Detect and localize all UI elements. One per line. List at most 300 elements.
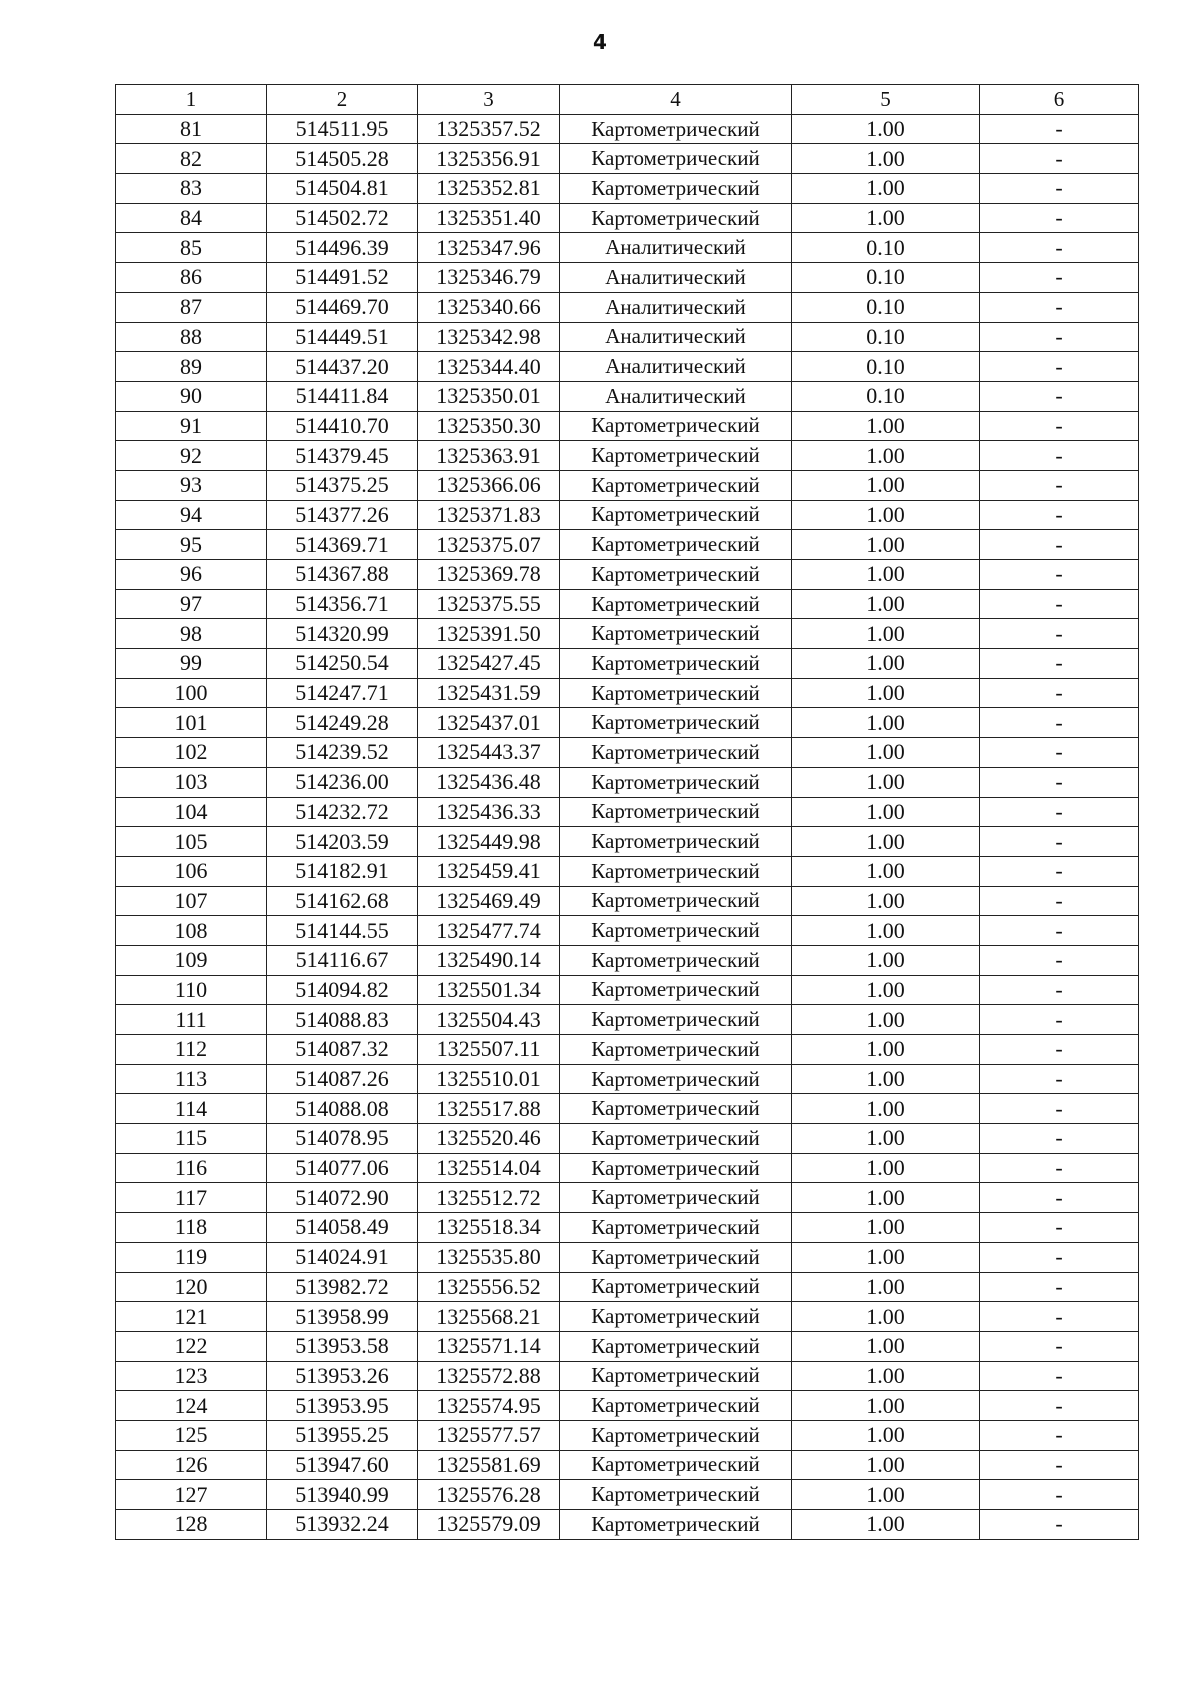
x-coordinate-cell: 513953.26	[267, 1361, 418, 1391]
y-coordinate-cell: 1325340.66	[418, 292, 560, 322]
table-row	[116, 560, 1139, 590]
point-number-cell: 111	[116, 1005, 267, 1035]
x-coordinate-cell: 513953.95	[267, 1391, 418, 1421]
column-header-1: 1	[116, 85, 267, 115]
y-coordinate-cell: 1325535.80	[418, 1242, 560, 1272]
point-number-cell: 104	[116, 797, 267, 827]
point-number-cell: 87	[116, 292, 267, 322]
method-cell: Картометрический	[560, 1005, 792, 1035]
accuracy-cell: 1.00	[792, 1302, 980, 1332]
note-cell: -	[980, 1153, 1139, 1183]
y-coordinate-cell: 1325375.55	[418, 589, 560, 619]
accuracy-cell: 1.00	[792, 441, 980, 471]
accuracy-cell: 1.00	[792, 530, 980, 560]
point-number-cell: 99	[116, 649, 267, 679]
x-coordinate-cell: 514247.71	[267, 678, 418, 708]
y-coordinate-cell: 1325501.34	[418, 975, 560, 1005]
table-row	[116, 827, 1139, 857]
note-cell: -	[980, 203, 1139, 233]
x-coordinate-cell: 514024.91	[267, 1242, 418, 1272]
y-coordinate-cell: 1325369.78	[418, 560, 560, 590]
y-coordinate-cell: 1325518.34	[418, 1213, 560, 1243]
accuracy-cell: 1.00	[792, 1450, 980, 1480]
table-row	[116, 203, 1139, 233]
method-cell: Аналитический	[560, 233, 792, 263]
x-coordinate-cell: 514449.51	[267, 322, 418, 352]
table-row	[116, 1510, 1139, 1540]
point-number-cell: 105	[116, 827, 267, 857]
note-cell: -	[980, 916, 1139, 946]
accuracy-cell: 1.00	[792, 411, 980, 441]
y-coordinate-cell: 1325443.37	[418, 738, 560, 768]
x-coordinate-cell: 514375.25	[267, 470, 418, 500]
note-cell: -	[980, 1420, 1139, 1450]
accuracy-cell: 1.00	[792, 1331, 980, 1361]
y-coordinate-cell: 1325572.88	[418, 1361, 560, 1391]
note-cell: -	[980, 381, 1139, 411]
y-coordinate-cell: 1325507.11	[418, 1035, 560, 1065]
method-cell: Картометрический	[560, 1302, 792, 1332]
method-cell: Картометрический	[560, 1480, 792, 1510]
table-row	[116, 174, 1139, 204]
y-coordinate-cell: 1325375.07	[418, 530, 560, 560]
point-number-cell: 100	[116, 678, 267, 708]
point-number-cell: 85	[116, 233, 267, 263]
method-cell: Картометрический	[560, 649, 792, 679]
y-coordinate-cell: 1325571.14	[418, 1331, 560, 1361]
table-row	[116, 1005, 1139, 1035]
point-number-cell: 107	[116, 886, 267, 916]
accuracy-cell: 1.00	[792, 1242, 980, 1272]
accuracy-cell: 1.00	[792, 174, 980, 204]
note-cell: -	[980, 1361, 1139, 1391]
method-cell: Картометрический	[560, 174, 792, 204]
x-coordinate-cell: 514502.72	[267, 203, 418, 233]
table-row	[116, 411, 1139, 441]
y-coordinate-cell: 1325577.57	[418, 1420, 560, 1450]
x-coordinate-cell: 514250.54	[267, 649, 418, 679]
accuracy-cell: 0.10	[792, 233, 980, 263]
x-coordinate-cell: 514356.71	[267, 589, 418, 619]
accuracy-cell: 1.00	[792, 144, 980, 174]
table-header	[116, 85, 1139, 115]
table-row	[116, 263, 1139, 293]
method-cell: Картометрический	[560, 797, 792, 827]
accuracy-cell: 1.00	[792, 797, 980, 827]
x-coordinate-cell: 513932.24	[267, 1510, 418, 1540]
x-coordinate-cell: 514058.49	[267, 1213, 418, 1243]
method-cell: Картометрический	[560, 916, 792, 946]
point-number-cell: 116	[116, 1153, 267, 1183]
note-cell: -	[980, 1183, 1139, 1213]
note-cell: -	[980, 738, 1139, 768]
y-coordinate-cell: 1325363.91	[418, 441, 560, 471]
y-coordinate-cell: 1325431.59	[418, 678, 560, 708]
method-cell: Картометрический	[560, 1420, 792, 1450]
point-number-cell: 95	[116, 530, 267, 560]
y-coordinate-cell: 1325436.33	[418, 797, 560, 827]
note-cell: -	[980, 975, 1139, 1005]
accuracy-cell: 0.10	[792, 263, 980, 293]
y-coordinate-cell: 1325574.95	[418, 1391, 560, 1421]
column-header-5: 5	[792, 85, 980, 115]
y-coordinate-cell: 1325520.46	[418, 1124, 560, 1154]
x-coordinate-cell: 514491.52	[267, 263, 418, 293]
method-cell: Картометрический	[560, 411, 792, 441]
table-row	[116, 144, 1139, 174]
method-cell: Картометрический	[560, 1391, 792, 1421]
note-cell: -	[980, 1005, 1139, 1035]
x-coordinate-cell: 514094.82	[267, 975, 418, 1005]
y-coordinate-cell: 1325371.83	[418, 500, 560, 530]
y-coordinate-cell: 1325347.96	[418, 233, 560, 263]
method-cell: Картометрический	[560, 1094, 792, 1124]
table-row	[116, 708, 1139, 738]
x-coordinate-cell: 514077.06	[267, 1153, 418, 1183]
column-header-3: 3	[418, 85, 560, 115]
y-coordinate-cell: 1325517.88	[418, 1094, 560, 1124]
note-cell: -	[980, 1391, 1139, 1421]
y-coordinate-cell: 1325469.49	[418, 886, 560, 916]
accuracy-cell: 1.00	[792, 945, 980, 975]
table-body	[116, 114, 1139, 1539]
point-number-cell: 96	[116, 560, 267, 590]
x-coordinate-cell: 514144.55	[267, 916, 418, 946]
method-cell: Картометрический	[560, 708, 792, 738]
table-row	[116, 975, 1139, 1005]
note-cell: -	[980, 352, 1139, 382]
y-coordinate-cell: 1325436.48	[418, 767, 560, 797]
table-row	[116, 470, 1139, 500]
y-coordinate-cell: 1325510.01	[418, 1064, 560, 1094]
accuracy-cell: 1.00	[792, 560, 980, 590]
table-row	[116, 441, 1139, 471]
y-coordinate-cell: 1325352.81	[418, 174, 560, 204]
method-cell: Картометрический	[560, 1242, 792, 1272]
header-row	[116, 85, 1139, 115]
accuracy-cell: 1.00	[792, 1124, 980, 1154]
accuracy-cell: 1.00	[792, 1005, 980, 1035]
table-row	[116, 292, 1139, 322]
y-coordinate-cell: 1325568.21	[418, 1302, 560, 1332]
point-number-cell: 93	[116, 470, 267, 500]
accuracy-cell: 0.10	[792, 292, 980, 322]
point-number-cell: 109	[116, 945, 267, 975]
y-coordinate-cell: 1325579.09	[418, 1510, 560, 1540]
y-coordinate-cell: 1325581.69	[418, 1450, 560, 1480]
x-coordinate-cell: 514116.67	[267, 945, 418, 975]
method-cell: Аналитический	[560, 322, 792, 352]
method-cell: Картометрический	[560, 1331, 792, 1361]
method-cell: Картометрический	[560, 767, 792, 797]
method-cell: Картометрический	[560, 530, 792, 560]
note-cell: -	[980, 144, 1139, 174]
method-cell: Картометрический	[560, 827, 792, 857]
y-coordinate-cell: 1325350.01	[418, 381, 560, 411]
note-cell: -	[980, 1242, 1139, 1272]
point-number-cell: 92	[116, 441, 267, 471]
point-number-cell: 113	[116, 1064, 267, 1094]
method-cell: Картометрический	[560, 945, 792, 975]
method-cell: Аналитический	[560, 352, 792, 382]
accuracy-cell: 1.00	[792, 1064, 980, 1094]
point-number-cell: 117	[116, 1183, 267, 1213]
point-number-cell: 125	[116, 1420, 267, 1450]
point-number-cell: 121	[116, 1302, 267, 1332]
note-cell: -	[980, 856, 1139, 886]
x-coordinate-cell: 513947.60	[267, 1450, 418, 1480]
point-number-cell: 102	[116, 738, 267, 768]
table-row	[116, 1035, 1139, 1065]
accuracy-cell: 1.00	[792, 649, 980, 679]
note-cell: -	[980, 1272, 1139, 1302]
x-coordinate-cell: 514379.45	[267, 441, 418, 471]
table-row	[116, 886, 1139, 916]
page-number: 4	[593, 30, 607, 54]
table-row	[116, 738, 1139, 768]
note-cell: -	[980, 708, 1139, 738]
x-coordinate-cell: 513955.25	[267, 1420, 418, 1450]
method-cell: Картометрический	[560, 1272, 792, 1302]
table-row	[116, 916, 1139, 946]
method-cell: Картометрический	[560, 589, 792, 619]
accuracy-cell: 1.00	[792, 470, 980, 500]
x-coordinate-cell: 514469.70	[267, 292, 418, 322]
y-coordinate-cell: 1325576.28	[418, 1480, 560, 1510]
method-cell: Картометрический	[560, 203, 792, 233]
table-row	[116, 1183, 1139, 1213]
column-header-6: 6	[980, 85, 1139, 115]
y-coordinate-cell: 1325344.40	[418, 352, 560, 382]
accuracy-cell: 0.10	[792, 381, 980, 411]
table-row	[116, 1480, 1139, 1510]
point-number-cell: 90	[116, 381, 267, 411]
method-cell: Картометрический	[560, 144, 792, 174]
x-coordinate-cell: 513940.99	[267, 1480, 418, 1510]
x-coordinate-cell: 514088.83	[267, 1005, 418, 1035]
x-coordinate-cell: 513958.99	[267, 1302, 418, 1332]
point-number-cell: 97	[116, 589, 267, 619]
accuracy-cell: 1.00	[792, 1420, 980, 1450]
method-cell: Картометрический	[560, 1124, 792, 1154]
note-cell: -	[980, 411, 1139, 441]
y-coordinate-cell: 1325477.74	[418, 916, 560, 946]
note-cell: -	[980, 1094, 1139, 1124]
table-row	[116, 1302, 1139, 1332]
accuracy-cell: 1.00	[792, 886, 980, 916]
table-row	[116, 1094, 1139, 1124]
method-cell: Картометрический	[560, 1510, 792, 1540]
method-cell: Аналитический	[560, 381, 792, 411]
point-number-cell: 122	[116, 1331, 267, 1361]
y-coordinate-cell: 1325351.40	[418, 203, 560, 233]
point-number-cell: 123	[116, 1361, 267, 1391]
accuracy-cell: 1.00	[792, 975, 980, 1005]
method-cell: Картометрический	[560, 1361, 792, 1391]
method-cell: Картометрический	[560, 500, 792, 530]
accuracy-cell: 1.00	[792, 827, 980, 857]
y-coordinate-cell: 1325437.01	[418, 708, 560, 738]
note-cell: -	[980, 233, 1139, 263]
method-cell: Картометрический	[560, 1450, 792, 1480]
x-coordinate-cell: 514087.32	[267, 1035, 418, 1065]
table-row	[116, 1153, 1139, 1183]
point-number-cell: 89	[116, 352, 267, 382]
accuracy-cell: 1.00	[792, 1183, 980, 1213]
point-number-cell: 115	[116, 1124, 267, 1154]
method-cell: Картометрический	[560, 738, 792, 768]
y-coordinate-cell: 1325449.98	[418, 827, 560, 857]
method-cell: Картометрический	[560, 470, 792, 500]
y-coordinate-cell: 1325427.45	[418, 649, 560, 679]
note-cell: -	[980, 649, 1139, 679]
method-cell: Аналитический	[560, 263, 792, 293]
note-cell: -	[980, 114, 1139, 144]
note-cell: -	[980, 1450, 1139, 1480]
point-number-cell: 103	[116, 767, 267, 797]
table-row	[116, 856, 1139, 886]
x-coordinate-cell: 514162.68	[267, 886, 418, 916]
point-number-cell: 128	[116, 1510, 267, 1540]
note-cell: -	[980, 945, 1139, 975]
note-cell: -	[980, 1302, 1139, 1332]
point-number-cell: 86	[116, 263, 267, 293]
y-coordinate-cell: 1325391.50	[418, 619, 560, 649]
table-row	[116, 1361, 1139, 1391]
point-number-cell: 127	[116, 1480, 267, 1510]
accuracy-cell: 1.00	[792, 114, 980, 144]
x-coordinate-cell: 514078.95	[267, 1124, 418, 1154]
table-row	[116, 1242, 1139, 1272]
x-coordinate-cell: 513982.72	[267, 1272, 418, 1302]
point-number-cell: 108	[116, 916, 267, 946]
column-header-2: 2	[267, 85, 418, 115]
y-coordinate-cell: 1325490.14	[418, 945, 560, 975]
note-cell: -	[980, 322, 1139, 352]
note-cell: -	[980, 500, 1139, 530]
method-cell: Картометрический	[560, 441, 792, 471]
x-coordinate-cell: 514411.84	[267, 381, 418, 411]
accuracy-cell: 1.00	[792, 767, 980, 797]
table-row	[116, 530, 1139, 560]
method-cell: Картометрический	[560, 1183, 792, 1213]
y-coordinate-cell: 1325346.79	[418, 263, 560, 293]
x-coordinate-cell: 514236.00	[267, 767, 418, 797]
x-coordinate-cell: 513953.58	[267, 1331, 418, 1361]
table-row	[116, 1450, 1139, 1480]
accuracy-cell: 0.10	[792, 352, 980, 382]
y-coordinate-cell: 1325356.91	[418, 144, 560, 174]
x-coordinate-cell: 514072.90	[267, 1183, 418, 1213]
note-cell: -	[980, 560, 1139, 590]
accuracy-cell: 1.00	[792, 1480, 980, 1510]
table-row	[116, 1391, 1139, 1421]
accuracy-cell: 1.00	[792, 1094, 980, 1124]
note-cell: -	[980, 1213, 1139, 1243]
table-row	[116, 322, 1139, 352]
x-coordinate-cell: 514369.71	[267, 530, 418, 560]
y-coordinate-cell: 1325350.30	[418, 411, 560, 441]
note-cell: -	[980, 827, 1139, 857]
x-coordinate-cell: 514496.39	[267, 233, 418, 263]
x-coordinate-cell: 514232.72	[267, 797, 418, 827]
note-cell: -	[980, 886, 1139, 916]
x-coordinate-cell: 514367.88	[267, 560, 418, 590]
point-number-cell: 126	[116, 1450, 267, 1480]
point-number-cell: 81	[116, 114, 267, 144]
table-row	[116, 381, 1139, 411]
point-number-cell: 112	[116, 1035, 267, 1065]
accuracy-cell: 1.00	[792, 1361, 980, 1391]
x-coordinate-cell: 514437.20	[267, 352, 418, 382]
method-cell: Картометрический	[560, 975, 792, 1005]
y-coordinate-cell: 1325342.98	[418, 322, 560, 352]
table-row	[116, 352, 1139, 382]
table-row	[116, 1213, 1139, 1243]
y-coordinate-cell: 1325512.72	[418, 1183, 560, 1213]
note-cell: -	[980, 1510, 1139, 1540]
note-cell: -	[980, 441, 1139, 471]
method-cell: Картометрический	[560, 1213, 792, 1243]
y-coordinate-cell: 1325357.52	[418, 114, 560, 144]
y-coordinate-cell: 1325459.41	[418, 856, 560, 886]
point-number-cell: 124	[116, 1391, 267, 1421]
x-coordinate-cell: 514249.28	[267, 708, 418, 738]
note-cell: -	[980, 589, 1139, 619]
table-row	[116, 1420, 1139, 1450]
accuracy-cell: 1.00	[792, 738, 980, 768]
note-cell: -	[980, 470, 1139, 500]
point-number-cell: 118	[116, 1213, 267, 1243]
x-coordinate-cell: 514410.70	[267, 411, 418, 441]
point-number-cell: 101	[116, 708, 267, 738]
method-cell: Картометрический	[560, 560, 792, 590]
point-number-cell: 98	[116, 619, 267, 649]
note-cell: -	[980, 678, 1139, 708]
accuracy-cell: 1.00	[792, 678, 980, 708]
method-cell: Картометрический	[560, 1153, 792, 1183]
table-row	[116, 589, 1139, 619]
point-number-cell: 84	[116, 203, 267, 233]
y-coordinate-cell: 1325504.43	[418, 1005, 560, 1035]
accuracy-cell: 1.00	[792, 1510, 980, 1540]
note-cell: -	[980, 530, 1139, 560]
table-row	[116, 945, 1139, 975]
x-coordinate-cell: 514087.26	[267, 1064, 418, 1094]
accuracy-cell: 1.00	[792, 856, 980, 886]
table-row	[116, 1272, 1139, 1302]
note-cell: -	[980, 263, 1139, 293]
note-cell: -	[980, 1124, 1139, 1154]
method-cell: Картометрический	[560, 1064, 792, 1094]
y-coordinate-cell: 1325556.52	[418, 1272, 560, 1302]
table-row	[116, 500, 1139, 530]
note-cell: -	[980, 1035, 1139, 1065]
y-coordinate-cell: 1325366.06	[418, 470, 560, 500]
accuracy-cell: 1.00	[792, 589, 980, 619]
note-cell: -	[980, 619, 1139, 649]
point-number-cell: 88	[116, 322, 267, 352]
table-row	[116, 233, 1139, 263]
coordinates-table	[115, 84, 1139, 1540]
note-cell: -	[980, 292, 1139, 322]
note-cell: -	[980, 1331, 1139, 1361]
point-number-cell: 94	[116, 500, 267, 530]
point-number-cell: 106	[116, 856, 267, 886]
accuracy-cell: 1.00	[792, 708, 980, 738]
table-row	[116, 1331, 1139, 1361]
table-row	[116, 114, 1139, 144]
